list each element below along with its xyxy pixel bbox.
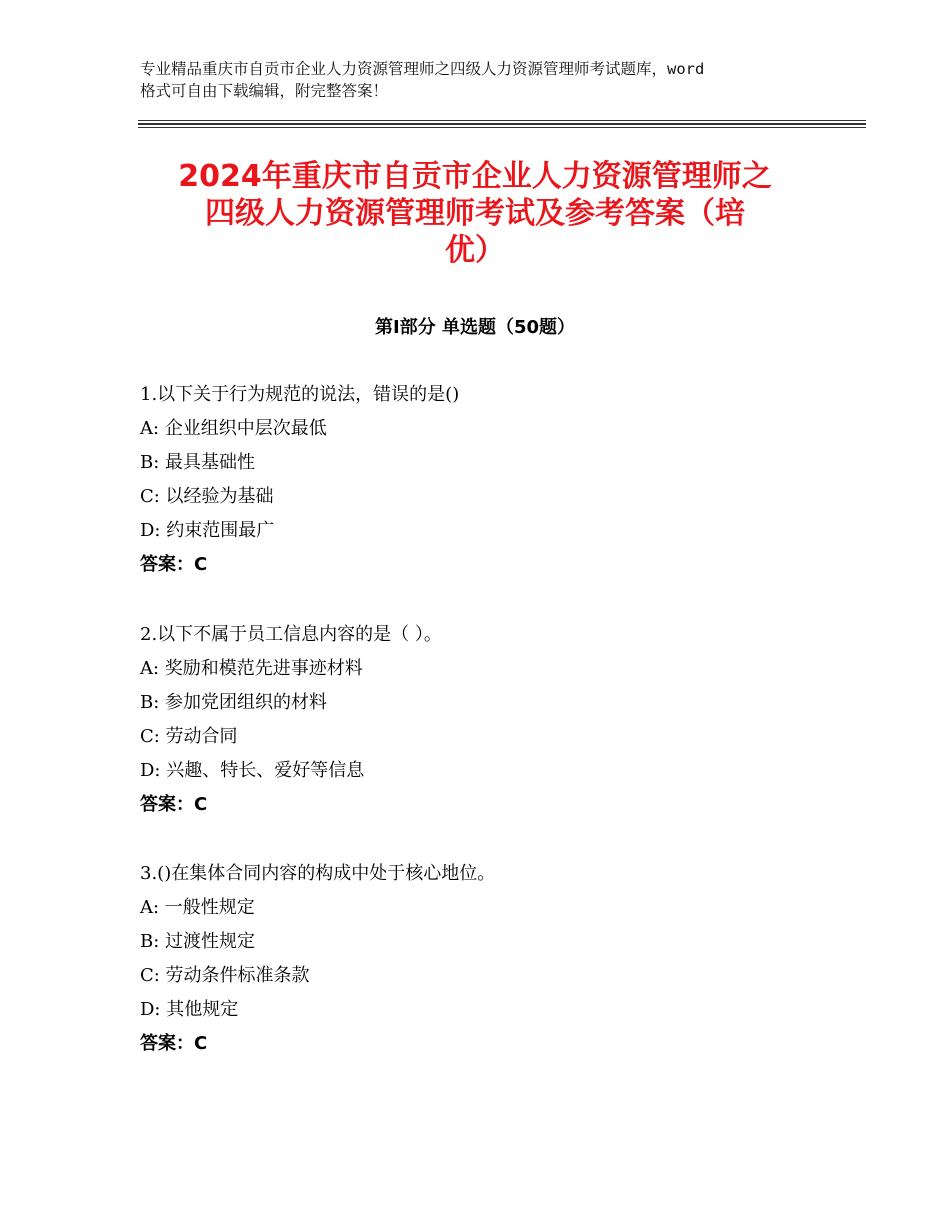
option-b: B: 参加党团组织的材料 [140,692,328,713]
option-b: B: 过渡性规定 [140,931,256,952]
option-a: A: 企业组织中层次最低 [140,418,327,439]
option-a: A: 一般性规定 [140,897,255,918]
question-1 [140,378,860,582]
question-stem: 2.以下不属于员工信息内容的是（ ）。 [140,624,442,645]
header-note-line-2: 格式可自由下载编辑，附完整答案！ [140,82,389,100]
question-3 [140,857,860,1061]
option-c: C: 劳动条件标准条款 [140,965,310,986]
document-title-line-2: 四级人力资源管理师考试及参考答案（培 [205,196,745,231]
header-note-line-1: 专业精品重庆市自贡市企业人力资源管理师之四级人力资源管理师考试题库，word [140,60,705,78]
option-d: D: 兴趣、特长、爱好等信息 [140,760,365,781]
answer: 答案：C [140,794,208,815]
option-b: B: 最具基础性 [140,452,256,473]
question-stem: 1.以下关于行为规范的说法，错误的是() [140,384,460,405]
document-title-line-1: 2024年重庆市自贡市企业人力资源管理师之 [178,159,772,194]
header-divider-bottom [138,127,866,128]
document-title-line-3: 优） [445,233,505,268]
question-stem: 3.()在集体合同内容的构成中处于核心地位。 [140,863,496,884]
question-2 [140,618,860,822]
option-a: A: 奖励和模范先进事迹材料 [140,658,363,679]
option-c: C: 劳动合同 [140,726,238,747]
option-d: D: 其他规定 [140,999,239,1020]
section-title: 第Ⅰ部分 单选题（50题） [374,317,575,338]
header-divider-top [138,120,866,121]
document-title [130,158,820,269]
answer: 答案：C [140,1033,208,1054]
answer: 答案：C [140,554,208,575]
option-d: D: 约束范围最广 [140,520,275,541]
header-divider-middle [138,123,866,125]
option-c: C: 以经验为基础 [140,486,274,507]
header-note [140,58,840,102]
